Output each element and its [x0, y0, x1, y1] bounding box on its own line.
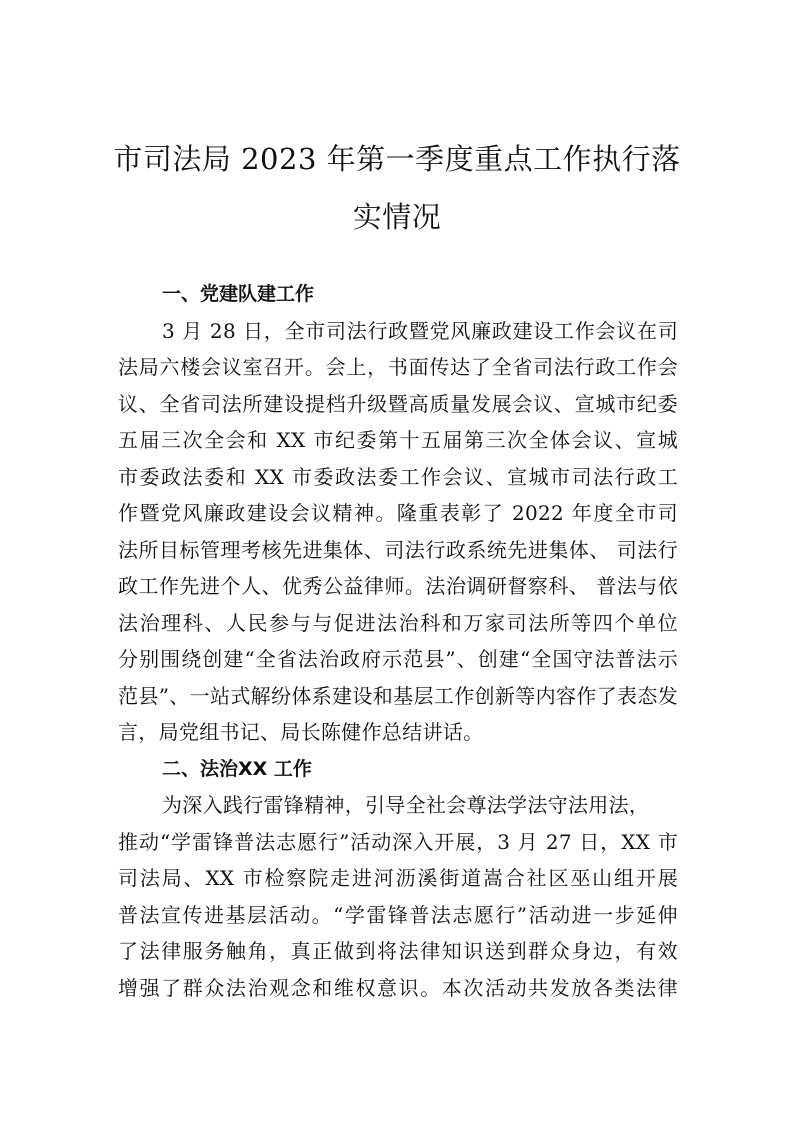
title-line-1: 市司法局 2023 年第一季度重点工作执行落: [113, 142, 681, 176]
paragraph-line: 五届三次全会和 XX 市纪委第十五届第三次全体会议、宣城: [118, 428, 678, 452]
document-title: [100, 130, 694, 246]
document-body: [118, 276, 678, 1006]
paragraph-line: 普法宣传进基层活动。“学雷锋普法志愿行”活动进一步延伸: [118, 902, 678, 927]
paragraph-line: 为深入践行雷锋精神，引导全社会尊法学法守法用法，: [162, 793, 650, 817]
section-heading: 二、法治XX 工作: [162, 757, 312, 780]
section-paragraph: [118, 787, 678, 1006]
paragraph-line: 分别围绕创建“全省法治政府示范县”、创建“全国守法普法示: [118, 647, 678, 671]
paragraph-line: 增强了群众法治观念和维权意识。本次活动共发放各类法律: [118, 975, 678, 1000]
paragraph-line: 法局六楼会议室召开。会上，书面传达了全省司法行政工作会: [118, 355, 678, 379]
paragraph-line: 作暨党风廉政建设会议精神。隆重表彰了 2022 年度全市司: [118, 501, 678, 525]
paragraph-line: 议、全省司法所建设提档升级暨高质量发展会议、宣城市纪委: [118, 391, 678, 416]
section-rule-of-law: [118, 751, 678, 1007]
paragraph-line: 市委政法委和 XX 市委政法委工作会议、宣城市司法行政工: [118, 464, 678, 489]
paragraph-line: 了法律服务触角，真正做到将法律知识送到群众身边，有效: [118, 939, 678, 963]
section-paragraph: [118, 313, 678, 751]
paragraph-line: 言，局党组书记、局长陈健作总结讲话。: [118, 720, 484, 744]
title-line-2: 实情况: [352, 200, 442, 234]
paragraph-line: 法治理科、人民参与与促进法治科和万家司法所等四个单位: [118, 610, 678, 635]
paragraph-line: 范县”、一站式解纷体系建设和基层工作创新等内容作了表态发: [118, 683, 678, 708]
paragraph-line: 推动“学雷锋普法志愿行”活动深入开展，3 月 27 日，XX 市: [118, 829, 678, 854]
section-party-building: [118, 276, 678, 751]
section-heading: 一、党建队建工作: [162, 283, 315, 305]
paragraph-line: 司法局、XX 市检察院走进河沥溪街道嵩合社区巫山组开展: [118, 866, 678, 890]
paragraph-line: 政工作先进个人、优秀公益律师。法治调研督察科、 普法与依: [118, 574, 678, 598]
paragraph-line: 3 月 28 日，全市司法行政暨党风廉政建设工作会议在司: [162, 318, 678, 343]
paragraph-line: 法所目标管理考核先进集体、司法行政系统先进集体、 司法行: [118, 537, 678, 562]
